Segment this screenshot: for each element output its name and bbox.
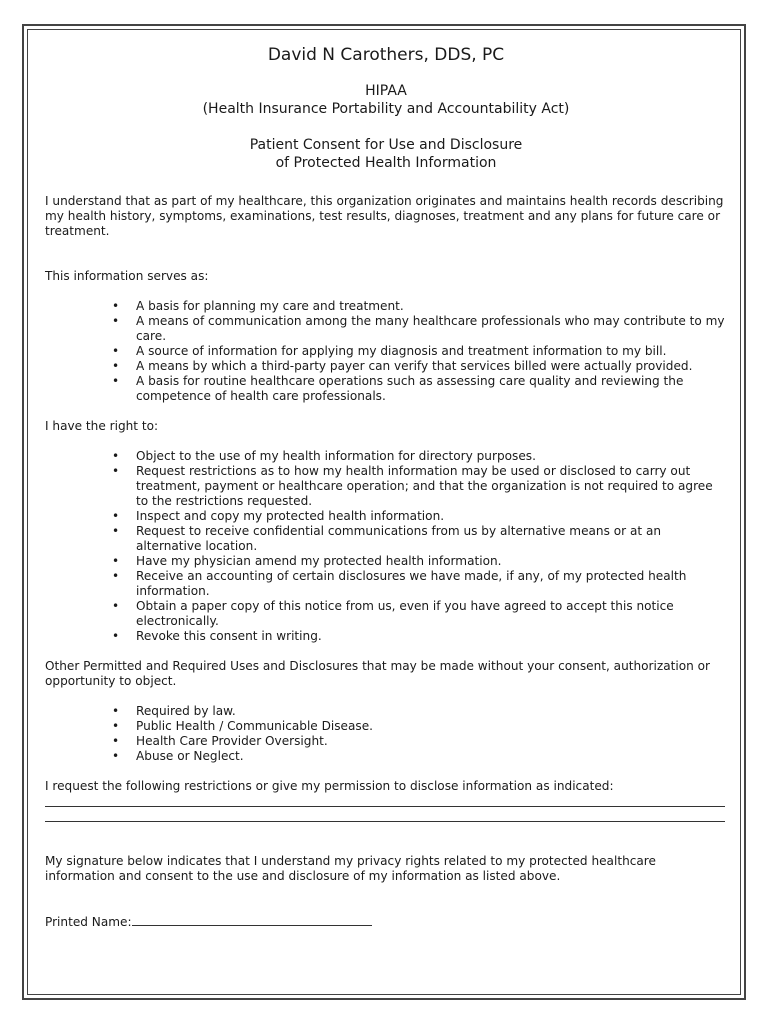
list-item: • Have my physician amend my protected health information. bbox=[136, 554, 727, 569]
list-item: • Revoke this consent in writing. bbox=[136, 629, 727, 644]
list-item: • Public Health / Communicable Disease. bbox=[136, 719, 727, 734]
intro-paragraph: I understand that as part of my healthcare, this organization originates and maintains health records describing my health history, symptoms, examinations, test results, diagnoses, treatment and any plans for future care or treatment. bbox=[45, 194, 724, 238]
serves-list bbox=[45, 299, 727, 404]
list-item: • Inspect and copy my protected health information. bbox=[136, 509, 727, 524]
other-uses-list bbox=[45, 704, 727, 764]
request-line-2[interactable] bbox=[45, 821, 725, 822]
practice-name: David N Carothers, DDS, PC bbox=[267, 45, 505, 65]
request-text: I request the following restrictions or give my permission to disclose information as indicated: bbox=[45, 779, 614, 793]
list-item: • A basis for planning my care and treatment. bbox=[136, 299, 727, 314]
list-item: • Receive an accounting of certain disclosures we have made, if any, of my protected health information. bbox=[136, 569, 727, 599]
request-line-1[interactable] bbox=[45, 806, 725, 807]
list-item: • A basis for routine healthcare operations such as assessing care quality and reviewing the competence of health care professionals. bbox=[136, 374, 727, 404]
hipaa-full-name: (Health Insurance Portability and Accountability Act) bbox=[202, 101, 570, 117]
list-item: • Request to receive confidential communications from us by alternative means or at an alternative location. bbox=[136, 524, 727, 554]
other-uses-heading: Other Permitted and Required Uses and Disclosures that may be made without your consent, authorization or opportunity to object. bbox=[45, 659, 711, 688]
rights-list bbox=[45, 449, 727, 644]
signature-statement: My signature below indicates that I understand my privacy rights related to my protected healthcare information and consent to the use and disclosure of my information as listed above. bbox=[45, 854, 656, 883]
list-item: • Abuse or Neglect. bbox=[136, 749, 727, 764]
list-item: • A source of information for applying my diagnosis and treatment information to my bill. bbox=[136, 344, 727, 359]
printed-name-field[interactable] bbox=[132, 913, 372, 926]
consent-title-line2: of Protected Health Information bbox=[275, 155, 497, 171]
list-item: • Health Care Provider Oversight. bbox=[136, 734, 727, 749]
document-body bbox=[45, 44, 727, 930]
printed-name-row bbox=[45, 913, 727, 930]
list-item: • Required by law. bbox=[136, 704, 727, 719]
serves-heading: This information serves as: bbox=[45, 269, 209, 283]
list-item: • Obtain a paper copy of this notice from us, even if you have agreed to accept this notice electronically. bbox=[136, 599, 727, 629]
list-item: • A means by which a third-party payer can verify that services billed were actually provided. bbox=[136, 359, 727, 374]
list-item: • A means of communication among the many healthcare professionals who may contribute to my care. bbox=[136, 314, 727, 344]
hipaa-heading: HIPAA bbox=[365, 83, 407, 99]
printed-name-label: Printed Name: bbox=[45, 915, 132, 929]
rights-heading: I have the right to: bbox=[45, 419, 159, 433]
list-item: • Object to the use of my health information for directory purposes. bbox=[136, 449, 727, 464]
list-item: • Request restrictions as to how my health information may be used or disclosed to carry out treatment, payment or healthcare operation; and that the organization is not required to agree to the restrictions requested. bbox=[136, 464, 727, 509]
consent-title-line1: Patient Consent for Use and Disclosure bbox=[249, 137, 523, 153]
